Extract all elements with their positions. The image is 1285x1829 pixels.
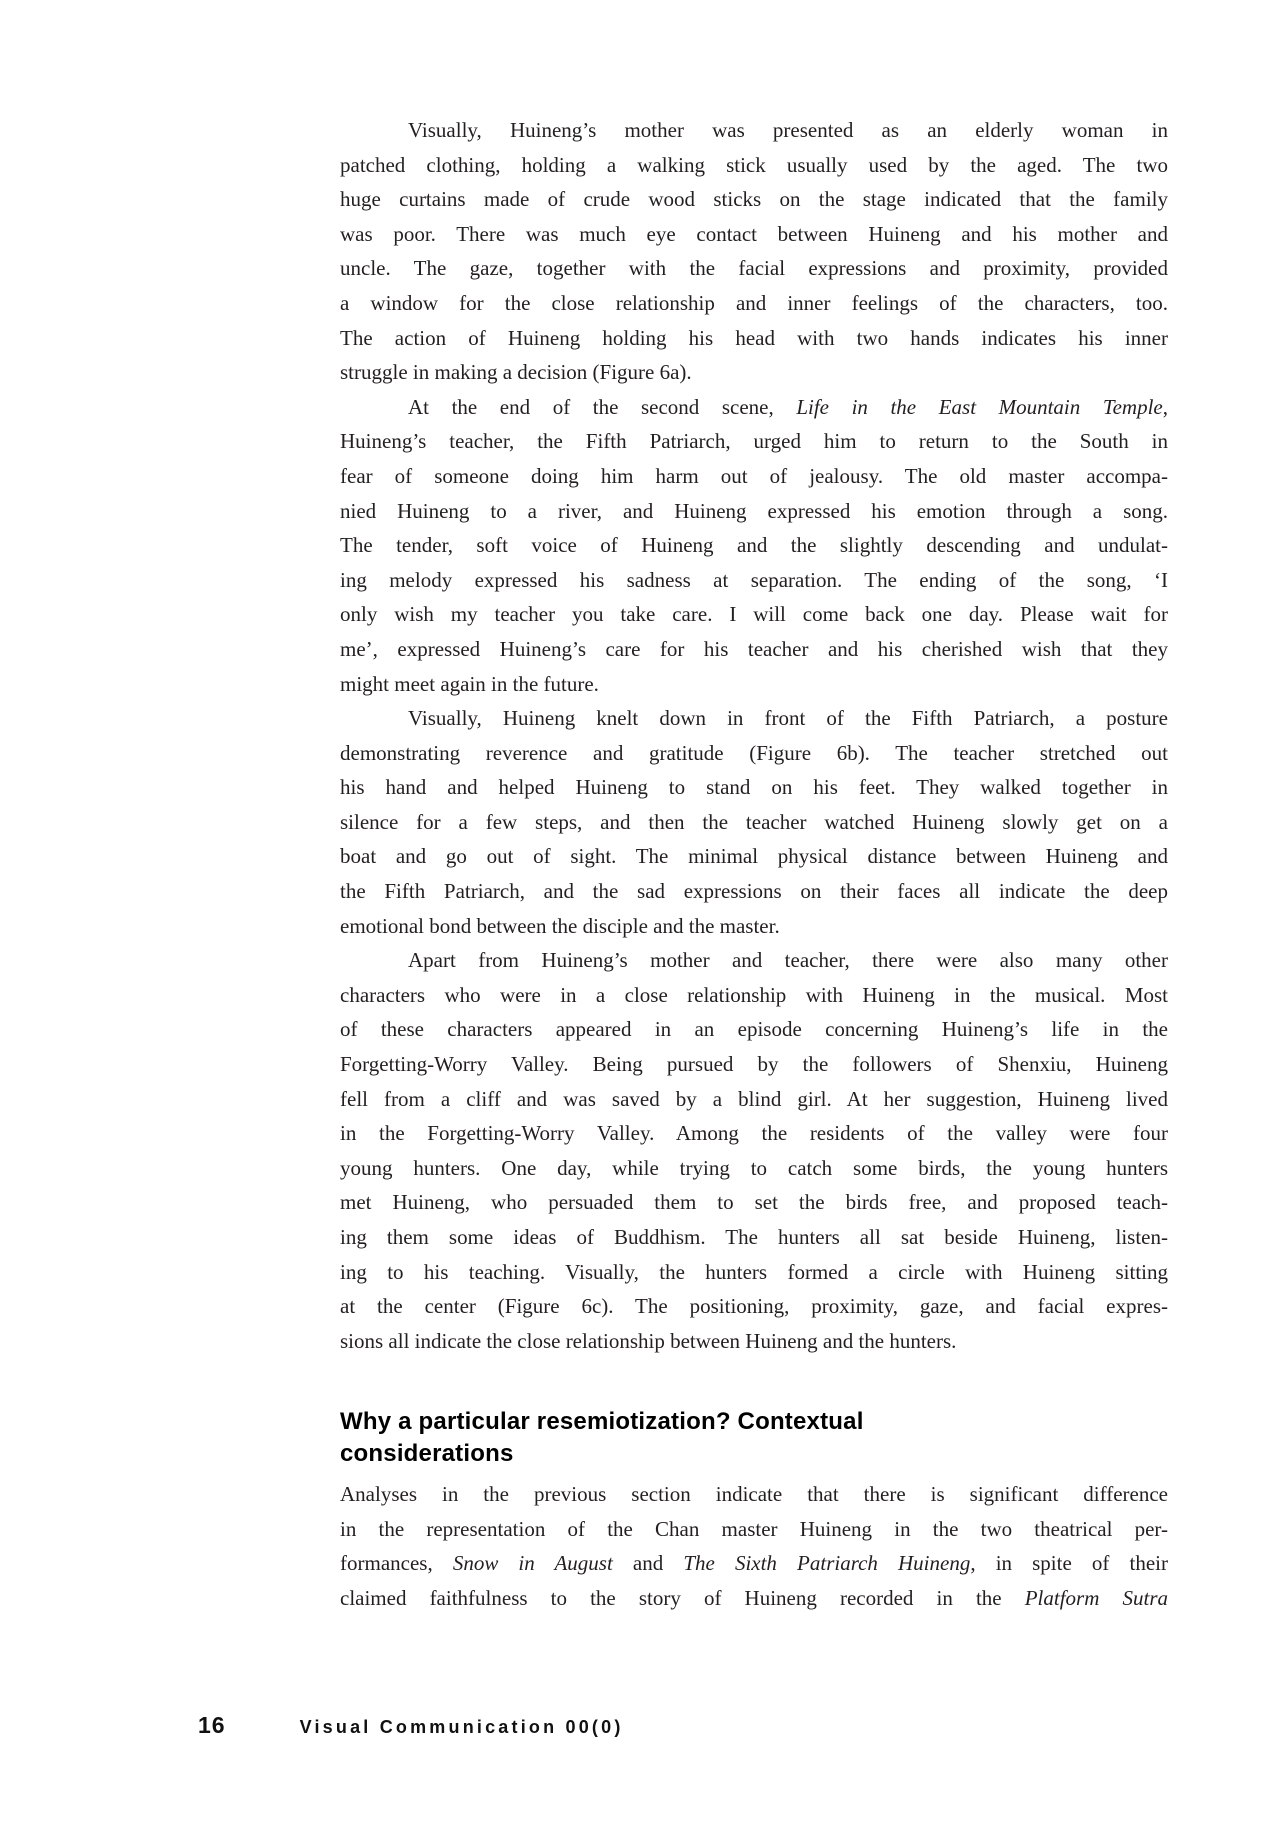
text-line: Huineng’s teacher, the Fifth Patriarch, urged him to return to the South in [340, 429, 1168, 454]
text-line: ing to his teaching. Visually, the hunters formed a circle with Huineng sitting [340, 1259, 1168, 1284]
text-line: ing melody expressed his sadness at separation. The ending of the song, ‘I [340, 567, 1168, 592]
text-line: patched clothing, holding a walking stick usually used by the aged. The two [340, 152, 1168, 177]
text-line: young hunters. One day, while trying to catch some birds, the young hunters [340, 1155, 1168, 1180]
section-body-text [340, 1477, 1168, 1615]
text-line: silence for a few steps, and then the teacher watched Huineng slowly get on a [340, 809, 1168, 834]
text-line: uncle. The gaze, together with the facial expressions and proximity, provided [340, 256, 1168, 281]
text-line: his hand and helped Huineng to stand on his feet. They walked together in [340, 775, 1168, 800]
text-line: the Fifth Patriarch, and the sad expressions on their faces all indicate the deep [340, 879, 1168, 904]
text-line: was poor. There was much eye contact between Huineng and his mother and [340, 221, 1168, 246]
page-footer [198, 1712, 624, 1739]
text-line: nied Huineng to a river, and Huineng expressed his emotion through a song. [340, 498, 1168, 523]
text-line: emotional bond between the disciple and the master. [340, 913, 780, 938]
text-line: met Huineng, who persuaded them to set the birds free, and proposed teach- [340, 1190, 1168, 1215]
text-line: Analyses in the previous section indicate that there is significant difference [340, 1482, 1168, 1506]
text-line: Visually, Huineng knelt down in front of the Fifth Patriarch, a posture [408, 706, 1168, 731]
text-line: fear of someone doing him harm out of jealousy. The old master accompa- [340, 463, 1168, 488]
text-line: demonstrating reverence and gratitude (Figure 6b). The teacher stretched out [340, 740, 1168, 765]
page-number: 16 [198, 1712, 226, 1738]
section-heading-line-1: Why a particular resemiotization? Contextual [340, 1408, 864, 1435]
text-line: At the end of the second scene, Life in the East Mountain Temple, [408, 394, 1168, 419]
text-line: me’, expressed Huineng’s care for his teacher and his cherished wish that they [340, 636, 1168, 661]
section-heading [340, 1406, 1168, 1470]
text-line: boat and go out of sight. The minimal physical distance between Huineng and [340, 844, 1168, 869]
text-line: at the center (Figure 6c). The positioning, proximity, gaze, and facial expres- [340, 1294, 1168, 1319]
text-line: claimed faithfulness to the story of Huineng recorded in the Platform Sutra [340, 1585, 1168, 1610]
text-line: The action of Huineng holding his head with two hands indicates his inner [340, 325, 1168, 350]
text-line: in the Forgetting-Worry Valley. Among the residents of the valley were four [340, 1121, 1168, 1146]
text-line: Forgetting-Worry Valley. Being pursued by the followers of Shenxiu, Huineng [340, 1052, 1168, 1077]
text-line: formances, Snow in August and The Sixth Patriarch Huineng, in spite of their [340, 1551, 1168, 1576]
text-line: struggle in making a decision (Figure 6a). [340, 360, 692, 385]
text-line: Apart from Huineng’s mother and teacher, there were also many other [408, 948, 1168, 973]
section-heading-line-2: considerations [340, 1440, 514, 1467]
text-line: characters who were in a close relationship with Huineng in the musical. Most [340, 982, 1168, 1007]
text-line: ing them some ideas of Buddhism. The hunters all sat beside Huineng, listen- [340, 1225, 1168, 1249]
text-line: sions all indicate the close relationship between Huineng and the hunters. [340, 1328, 957, 1353]
text-line: Visually, Huineng’s mother was presented as an elderly woman in [408, 118, 1168, 142]
text-line: a window for the close relationship and inner feelings of the characters, too. [340, 290, 1168, 315]
text-line: huge curtains made of crude wood sticks on the stage indicated that the family [340, 187, 1168, 212]
text-line: The tender, soft voice of Huineng and the slightly descending and undulat- [340, 533, 1168, 558]
journal-running-head: Visual Communication 00(0) [299, 1717, 624, 1737]
article-body-text [340, 113, 1168, 1358]
text-line: might meet again in the future. [340, 671, 599, 696]
text-line: fell from a cliff and was saved by a blind girl. At her suggestion, Huineng lived [340, 1086, 1168, 1111]
text-line: of these characters appeared in an episode concerning Huineng’s life in the [340, 1017, 1168, 1042]
text-line: only wish my teacher you take care. I will come back one day. Please wait for [340, 602, 1168, 627]
text-line: in the representation of the Chan master Huineng in the two theatrical per- [340, 1516, 1168, 1541]
